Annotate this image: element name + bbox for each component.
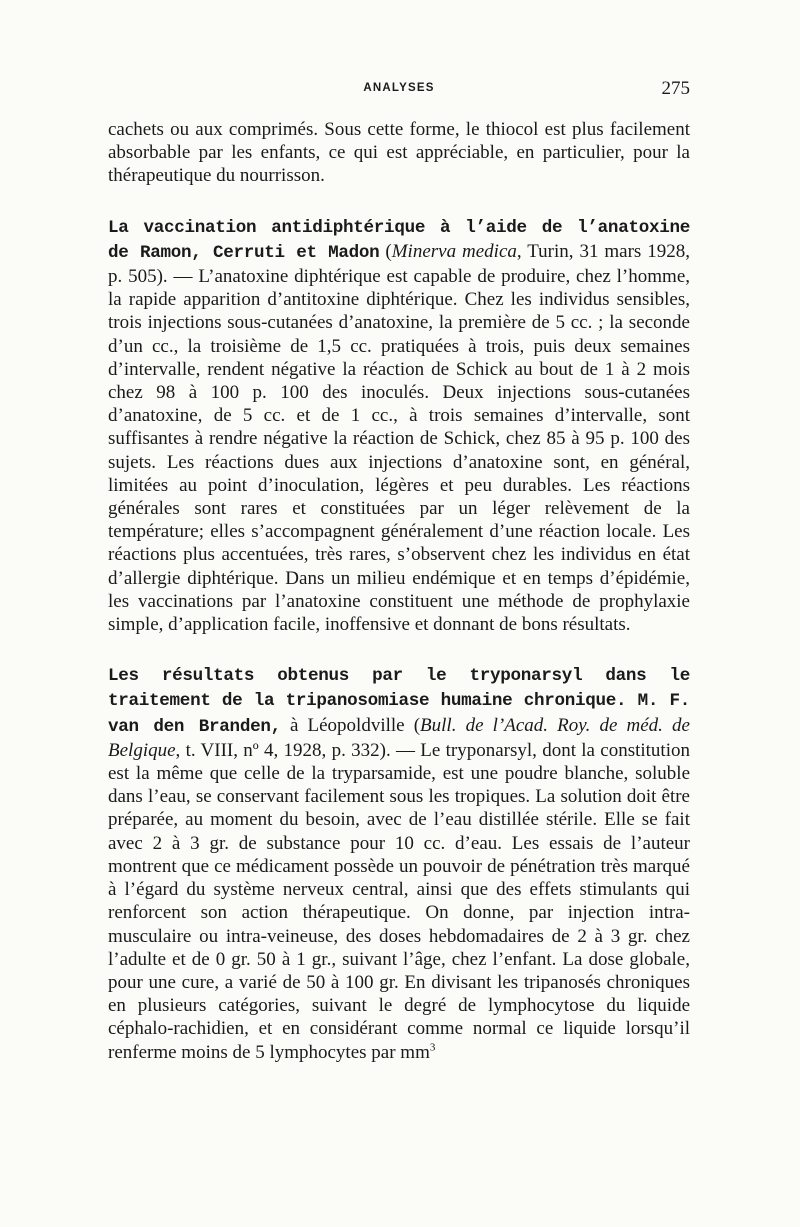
superscript: 3	[429, 1041, 436, 1054]
citation-location: à Léopoldville (	[280, 714, 421, 736]
journal-title: Bull. de l’Acad. Roy. de méd. de Belgique	[108, 714, 690, 761]
article-body: L’anatoxine diphtérique est capable de produire, chez l’homme, la rapide apparition d’antitoxine diphtérique. Chez les individus sensibles, trois injections sous-cutanées d’anatoxine, la première de 5 cc. ; la seconde d’un cc., la troisième de 1,5 cc. pratiquées à trois, puis deux semaines d’intervalle, rendent négative la réaction de Schick au bout de 1 à 2 mois chez 98 à 100 p. 100 des inoculés. Deux injections sous-cutanées d’anatoxine, de 5 cc. et de 1 cc., à trois semaines d’intervalle, sont suffisantes à rendre négative la réaction de Schick, chez 85 à 95 p. 100 des sujets. Les réactions dues aux injections d’anatoxine sont, en général, limitées au point d’inoculation, légères et peu durables. Les réactions générales sont rares et constituées par un léger relèvement de la température; elles s’accompagnent généralement d’une réaction locale. Les réactions plus accentuées, très rares, s’observent chez les individus en état d’allergie diphtérique. Dans un milieu endémique et en temps d’épidémie, les vaccinations par l’anatoxine constituent une méthode de prophylaxie simple, d’application facile, inoffensive et donnant de bons résultats.	[108, 266, 690, 636]
citation-details: , Turin, 31 mars 1928, p. 505). —	[108, 240, 691, 288]
citation-details: , t. VIII, nº 4, 1928, p. 332). —	[175, 739, 421, 761]
citation-open: (	[379, 240, 392, 262]
article-vaccination	[108, 215, 690, 637]
page-body	[108, 118, 690, 1064]
continued-paragraph: cachets ou aux comprimés. Sous cette forme, le thiocol est plus facilement absorbable par les enfants, ce qui est appréciable, en particulier, pour la thérapeutique du nourrisson.	[108, 119, 690, 187]
article-heading: La vaccination antidiphtérique à l’aide de l’anatoxine de Ramon, Cerruti et Madon	[108, 217, 690, 263]
article-body: Le tryponarsyl, dont la constitution est la même que celle de la tryparsamide, est une poudre blanche, soluble dans l’eau, se conservant facilement sous les tropiques. La solution doit être préparée, au moment du besoin, avec de l’eau distillée stérile. Elle se fait avec 2 à 3 gr. de substance pour 10 cc. d’eau. Les essais de l’auteur montrent que ce médicament possède un pouvoir de pénétration très marqué à l’égard du système nerveux central, ainsi que des effets stimulants qui renforcent son action thérapeutique. On donne, par injection intra-musculaire ou intra-veineuse, des doses hebdomadaires de 2 à 3 gr. chez l’adulte et de 0 gr. 50 à 1 gr., suivant l’âge, chez l’enfant. La dose globale, pour une cure, a varié de 50 à 100 gr. En divisant les tripanosés chroniques en plusieurs catégories, suivant le degré de lymphocytose du liquide céphalo-rachidien, et en considérant comme normal ce liquide lorsqu’il renferme moins de 5 lymphocytes par mm	[108, 739, 690, 1063]
section-gap	[108, 188, 690, 215]
running-head: ANALYSES	[363, 82, 435, 94]
page-header	[108, 78, 690, 102]
section-gap	[108, 636, 690, 663]
article-tryponarsyl	[108, 663, 690, 1063]
article-heading: Les résultats obtenus par le tryponarsyl dans le traitement de la tripanosomiase humaine chronique. M. F. van den Branden,	[108, 666, 690, 737]
page-number: 275	[661, 78, 690, 99]
journal-title: Minerva medica	[391, 240, 517, 262]
